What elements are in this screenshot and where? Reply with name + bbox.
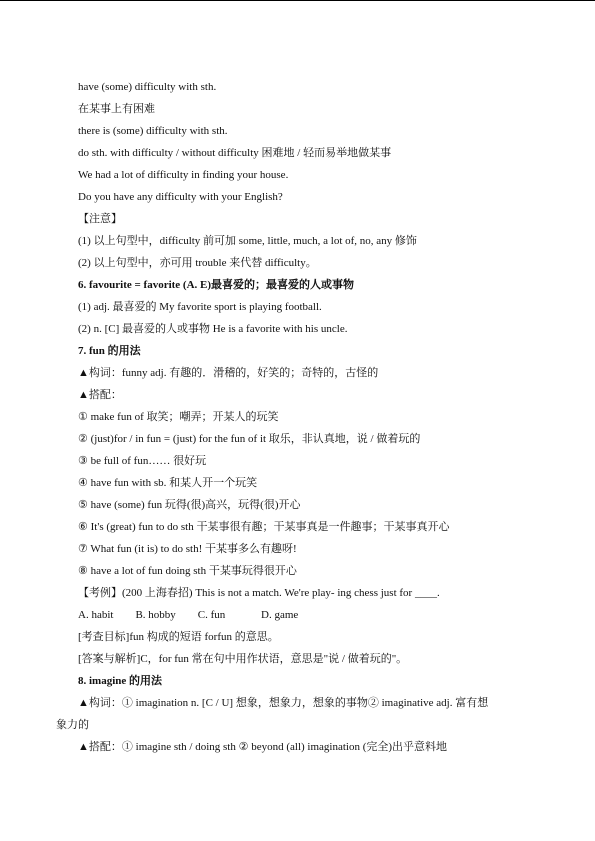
section-heading-imagine: 8. imagine 的用法 <box>78 675 163 687</box>
list-item: ③ be full of fun…… 很好玩 <box>78 455 207 467</box>
section-heading-favourite: 6. favourite = favorite (A. E)最喜爱的；最喜爱的人或事物 <box>78 279 355 291</box>
text-line: have (some) difficulty with sth. <box>78 81 217 93</box>
text-line: We had a lot of difficulty in finding your house. <box>78 169 289 181</box>
text-line: ▲构词：① imagination n. [C / U] 想象，想象力，想象的事物② imaginative adj. 富有想 <box>78 697 489 709</box>
text-line-continuation: 象力的 <box>56 719 89 731</box>
text-line: ▲搭配： <box>78 389 122 401</box>
text-line: there is (some) difficulty with sth. <box>78 125 228 137</box>
text-line: ▲构词：funny adj. 有趣的．滑稽的，好笑的；奇特的，古怪的 <box>78 367 379 379</box>
list-item: ② (just)for / in fun = (just) for the fun of it 取乐，非认真地，说 / 做着玩的 <box>78 433 421 445</box>
exam-target: [考查目标]fun 构成的短语 forfun 的意思。 <box>78 631 279 643</box>
section-heading-fun: 7. fun 的用法 <box>78 345 141 357</box>
document-body <box>0 76 595 758</box>
text-line: 在某事上有困难 <box>78 103 155 115</box>
text-line: (2) 以上句型中，亦可用 trouble 来代替 difficulty。 <box>78 257 317 269</box>
text-line: do sth. with difficulty / without difficulty 困难地 / 轻而易举地做某事 <box>78 147 392 159</box>
list-item: ⑧ have a lot of fun doing sth 干某事玩得很开心 <box>78 565 297 577</box>
answer-options: A. habit B. hobby C. fun D. game <box>78 609 299 621</box>
text-line: (1) adj. 最喜爱的 My favorite sport is playing football. <box>78 301 322 313</box>
exam-answer: [答案与解析]C，for fun 常在句中用作状语，意思是"说 / 做着玩的"。 <box>78 653 408 665</box>
list-item: ① make fun of 取笑；嘲弄；开某人的玩笑 <box>78 411 279 423</box>
exam-question: 【考例】(200 上海春招) This is not a match. We're play- ing chess just for ____. <box>78 587 440 599</box>
text-line: ▲搭配：① imagine sth / doing sth ② beyond (all) imagination (完全)出乎意料地 <box>78 741 448 753</box>
note-heading: 【注意】 <box>78 213 122 225</box>
text-line: (2) n. [C] 最喜爱的人或事物 He is a favorite with his uncle. <box>78 323 348 335</box>
list-item: ④ have fun with sb. 和某人开一个玩笑 <box>78 477 258 489</box>
text-line: (1) 以上句型中，difficulty 前可加 some, little, much, a lot of, no, any 修饰 <box>78 235 417 247</box>
list-item: ⑤ have (some) fun 玩得(很)高兴，玩得(很)开心 <box>78 499 301 511</box>
text-line: Do you have any difficulty with your English? <box>78 191 283 203</box>
list-item: ⑥ It's (great) fun to do sth 干某事很有趣；干某事真是一件趣事；干某事真开心 <box>78 521 450 533</box>
list-item: ⑦ What fun (it is) to do sth! 干某事多么有趣呀! <box>78 543 297 555</box>
top-rule <box>0 0 595 1</box>
